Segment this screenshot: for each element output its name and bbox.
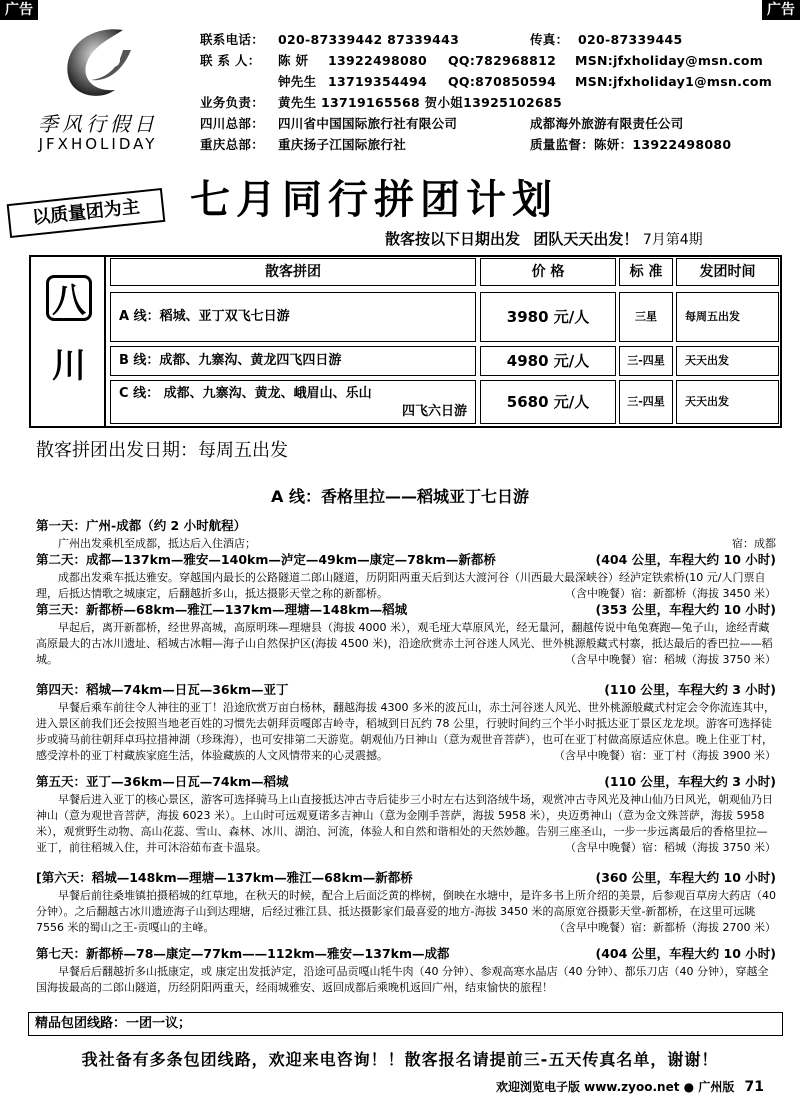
day-distance: (404 公里，车程大约 10 小时) [595,946,776,961]
row-c-standard: 三-四星 [619,380,673,424]
day-accommodation: （含早中晚餐）宿：亚丁村（海拔 3900 米） [554,749,776,762]
chongqing-label: 重庆总部： [200,137,265,152]
day-title: 第一天：广州-成都（约 2 小时航程） [36,518,247,533]
subtitle-part-b: 团队天天出发！ [533,230,639,248]
row-b-departure: 天天出发 [676,346,779,376]
row-a-route: A 线：稻城、亚丁双飞七日游 [110,292,476,342]
day-description [36,620,776,668]
day-heading [36,946,776,964]
slogan-box: 以质量团为主 [7,188,166,238]
itinerary-day-4 [36,682,776,764]
day-text: 早餐后乘车前往令人神往的亚丁！沿途欣赏万亩白杨林，翻越海拔 4300 多米的波瓦山，赤土河谷迷人风光、世外桃源般藏式村定会令你流连其中，进入景区前我们还会按照当地老百姓的习惯先去朝拜贡嘎郎吉岭寺，稻城到日瓦约 78 公里，行驶时间约三个半小时抵达亚丁景区龙龙坝。游客可选择徒步或骑马前往朝拜卓玛拉措神湖（珍珠海），也可安排第二天游览。朝观仙乃日神山（意为观世音菩萨），也可在亚丁村做高原适应休息。晚上住亚丁村，感受淳朴的亚丁村藏族家庭生活，体验藏族的人文风情带来的心灵震撼。 [36,701,775,762]
day-heading [36,552,776,570]
subtitle [385,228,703,249]
itinerary-day-7 [36,946,776,996]
day-text: 早餐后进入亚丁的核心景区，游客可选择骑马上山直接抵达冲古寺后徒步三小时左右达到洛绒牛场，观赏冲古寺风光及神山仙乃日风光，朝观仙乃日神山（意为观世音菩萨，海拔 6023 米）。上山时可远观夏诺多吉神山（意为金刚手菩萨，海拔 5958 米），央迈勇神山（意为金文殊菩萨，海拔 5958 米），观赏野生动物、高山花蕊、雪山、森林、冰川、湖泊、河流，体验人和自然和谐相处的天然妙趣。告别三座圣山，一步一步远离最后的香格里拉—亚丁，前往稻城入住，并可沐浴茹布查卡温泉。 [36,793,773,854]
day-title: 第二天：成都—137km—雅安—140km—泸定—49km—康定—78km—新都桥 [36,552,496,567]
fax-value: 020-87339445 [578,32,683,47]
itinerary-day-1 [36,518,776,552]
quality-supervision: 质量监督：陈妍：13922498080 [530,137,732,152]
day-title: 第四天：稻城—74km—日瓦—36km—亚丁 [36,682,289,697]
day-text: 早餐后后翻越折多山抵康定，或 康定出发抵泸定，沿途可品贡嘎山牦牛肉（40 分钟）、参观高寒水晶店（40 分钟）、都乐刀店（40 分钟），穿越全国海拔最高的二郎山隧道，历经阴阳两重天，经雨城雅安、返回成都后乘晚机返回广州，结束愉快的旅程！ [36,965,769,994]
day-distance: (360 公里，车程大约 10 小时) [595,870,776,885]
day-description [36,536,776,552]
day-distance: (353 公里，车程大约 10 小时) [595,602,776,617]
row-c-departure: 天天出发 [676,380,779,424]
day-accommodation: （含中晚餐）宿：新都桥（海拔 3450 米） [565,587,776,600]
contact1-msn: MSN:jfxholiday@msn.com [575,53,764,68]
swirl-logo-icon [53,20,143,110]
ad-label-right: 广告 [762,0,800,20]
day-heading [36,870,776,888]
boutique-routes-box: 精品包团线路：一团一议； [28,1012,783,1036]
itinerary-day-3 [36,602,776,668]
contact2-qq: QQ:870850594 [448,74,557,89]
business-value: 黄先生 13719165568 贺小姐13925102685 [278,95,563,110]
row-b-standard: 三-四星 [619,346,673,376]
day-text: 成都出发乘车抵达雅安。穿越国内最长的公路隧道二郎山隧道，历阴阳两重天后到达大渡河谷（川西最大最深峡谷）经泸定铁索桥(10 元/人门票自理，后抵达情歌之城康定，后翻越折多山，抵达摄影天堂之称的新都桥。 [36,571,766,600]
itinerary-day-5 [36,774,776,856]
day-distance: (404 公里，车程大约 10 小时) [595,552,776,567]
contact1-name: 陈 妍 [278,53,309,68]
bottom-banner: 我社备有多条包团线路，欢迎来电咨询！！散客报名请提前三-五天传真名单，谢谢！ [81,1050,719,1069]
contact1-phone: 13922498080 [328,53,427,68]
fax-label: 传真： [530,32,569,47]
day-description [36,964,776,996]
sidebar-char-2: 川 [52,346,86,386]
departure-section-heading: 散客拼团出发日期：每周五出发 [36,440,288,461]
col-header-route: 散客拼团 [110,258,476,286]
day-text: 早起后，离开新都桥，经世界高城，高原明珠—理塘县（海拔 4000 米），观毛垭大草原风光，经无量河，翻越传说中龟兔赛跑—兔子山，途经青藏高原最大的古冰川遗址、稻城古冰帽—海子山自然保护区(海拔 4500 米)，沿途欣赏赤土河谷迷人风光、世外桃源般藏式村寨，抵达最后的香巴拉——稻城。 [36,621,773,666]
day-description [36,792,776,856]
day-accommodation: （含早中晚餐）宿：新都桥（海拔 2700 米） [554,921,776,934]
row-c-route [110,380,476,424]
chongqing-value: 重庆扬子江国际旅行社 [278,137,407,152]
row-c-route-line1: C 线： 成都、九寨沟、黄龙、峨眉山、乐山 [119,386,372,401]
day-heading [36,774,776,792]
row-a-departure: 每周五出发 [676,292,779,342]
row-b-route: B 线：成都、九寨沟、黄龙四飞四日游 [110,346,476,376]
page-title: 七月同行拼团计划 [190,177,558,223]
contact-label: 联 系 人： [200,53,261,68]
sidebar-char-1: 八 [46,275,92,321]
day-accommodation: （含早中晚餐）宿：稻城（海拔 3750 米） [565,653,776,666]
logo-english-name: JFXHOLIDAY [38,135,158,153]
day-title: 第七天：新都桥—78—康定—77km——112km—雅安—137km—成都 [36,946,450,961]
issue-number: 7月第4期 [642,232,703,248]
phone-value: 020-87339442 87339443 [278,32,460,47]
row-c-price: 5680 元/人 [480,380,616,424]
logo-chinese-name: 季风行假日 [38,112,158,136]
day-accommodation: （含早中晚餐）宿：稻城（海拔 3750 米） [565,841,776,854]
col-header-price: 价 格 [480,258,616,286]
page-footer [496,1078,764,1095]
day-heading [36,682,776,700]
day-heading [36,518,776,536]
contact2-msn: MSN:jfxholiday1@msn.com [575,74,773,89]
phone-label: 联系电话： [200,32,265,47]
day-text: 广州出发乘机至成都，抵达后入住酒店； [58,537,256,550]
sichuan-label: 四川总部： [200,116,265,131]
day-description [36,570,776,602]
a-line-title: A 线：香格里拉——稻城亚丁七日游 [271,487,529,506]
day-title: 第五天：亚丁—36km—日瓦—74km—稻城 [36,774,289,789]
day-description [36,700,776,764]
contact1-qq: QQ:782968812 [448,53,557,68]
row-c-route-line2: 四飞六日游 [401,404,467,419]
itinerary-day-6 [36,870,776,936]
day-distance: (110 公里，车程大约 3 小时) [604,682,776,697]
row-a-price: 3980 元/人 [480,292,616,342]
day-title: 第三天：新都桥—68km—雅江—137km—理塘—148km—稻城 [36,602,408,617]
day-accommodation: 宿：成都 [732,537,776,550]
business-label: 业务负责： [200,95,265,110]
row-a-standard: 三星 [619,292,673,342]
itinerary-day-2 [36,552,776,602]
day-description [36,888,776,936]
footer-edition: 广州版 [698,1080,735,1094]
ad-label-left: 广告 [0,0,38,20]
day-distance: (110 公里，车程大约 3 小时) [604,774,776,789]
contact2-name: 钟先生 [278,74,317,89]
day-text: 早餐后前往桑堆镇拍摄稻城的红草地，在秋天的时候，配合上后面泛黄的桦树，倒映在水塘中，是许多书上所介绍的美景，后参观百草房大药店（40 分钟）。之后翻越古冰川遗迹海子山到达理塘，后经过雅江县、抵达摄影家们最喜爱的地方-海拔 3450 米的高原宽谷摄影天堂-新都桥，在这里可远眺 7556 米的蜀山之王-贡嘎山的主峰。 [36,889,776,934]
col-header-departure: 发团时间 [676,258,779,286]
col-header-standard: 标 准 [619,258,673,286]
sidebar-bachuan [31,257,106,426]
sichuan-value-2: 成都海外旅游有限责任公司 [530,116,684,131]
footer-ornament-icon: ● [683,1080,695,1094]
footer-site: 欢迎浏览电子版 www.zyoo.net [495,1080,680,1094]
sichuan-value: 四川省中国国际旅行社有限公司 [278,116,458,131]
page-number: 71 [744,1079,764,1095]
row-b-price: 4980 元/人 [480,346,616,376]
day-title: [第六天：稻城—148km—理塘—137km—雅江—68km—新都桥 [36,870,413,885]
subtitle-part-a: 散客按以下日期出发 [385,230,521,248]
company-logo [8,20,188,155]
contact2-phone: 13719354494 [328,74,427,89]
day-heading [36,602,776,620]
